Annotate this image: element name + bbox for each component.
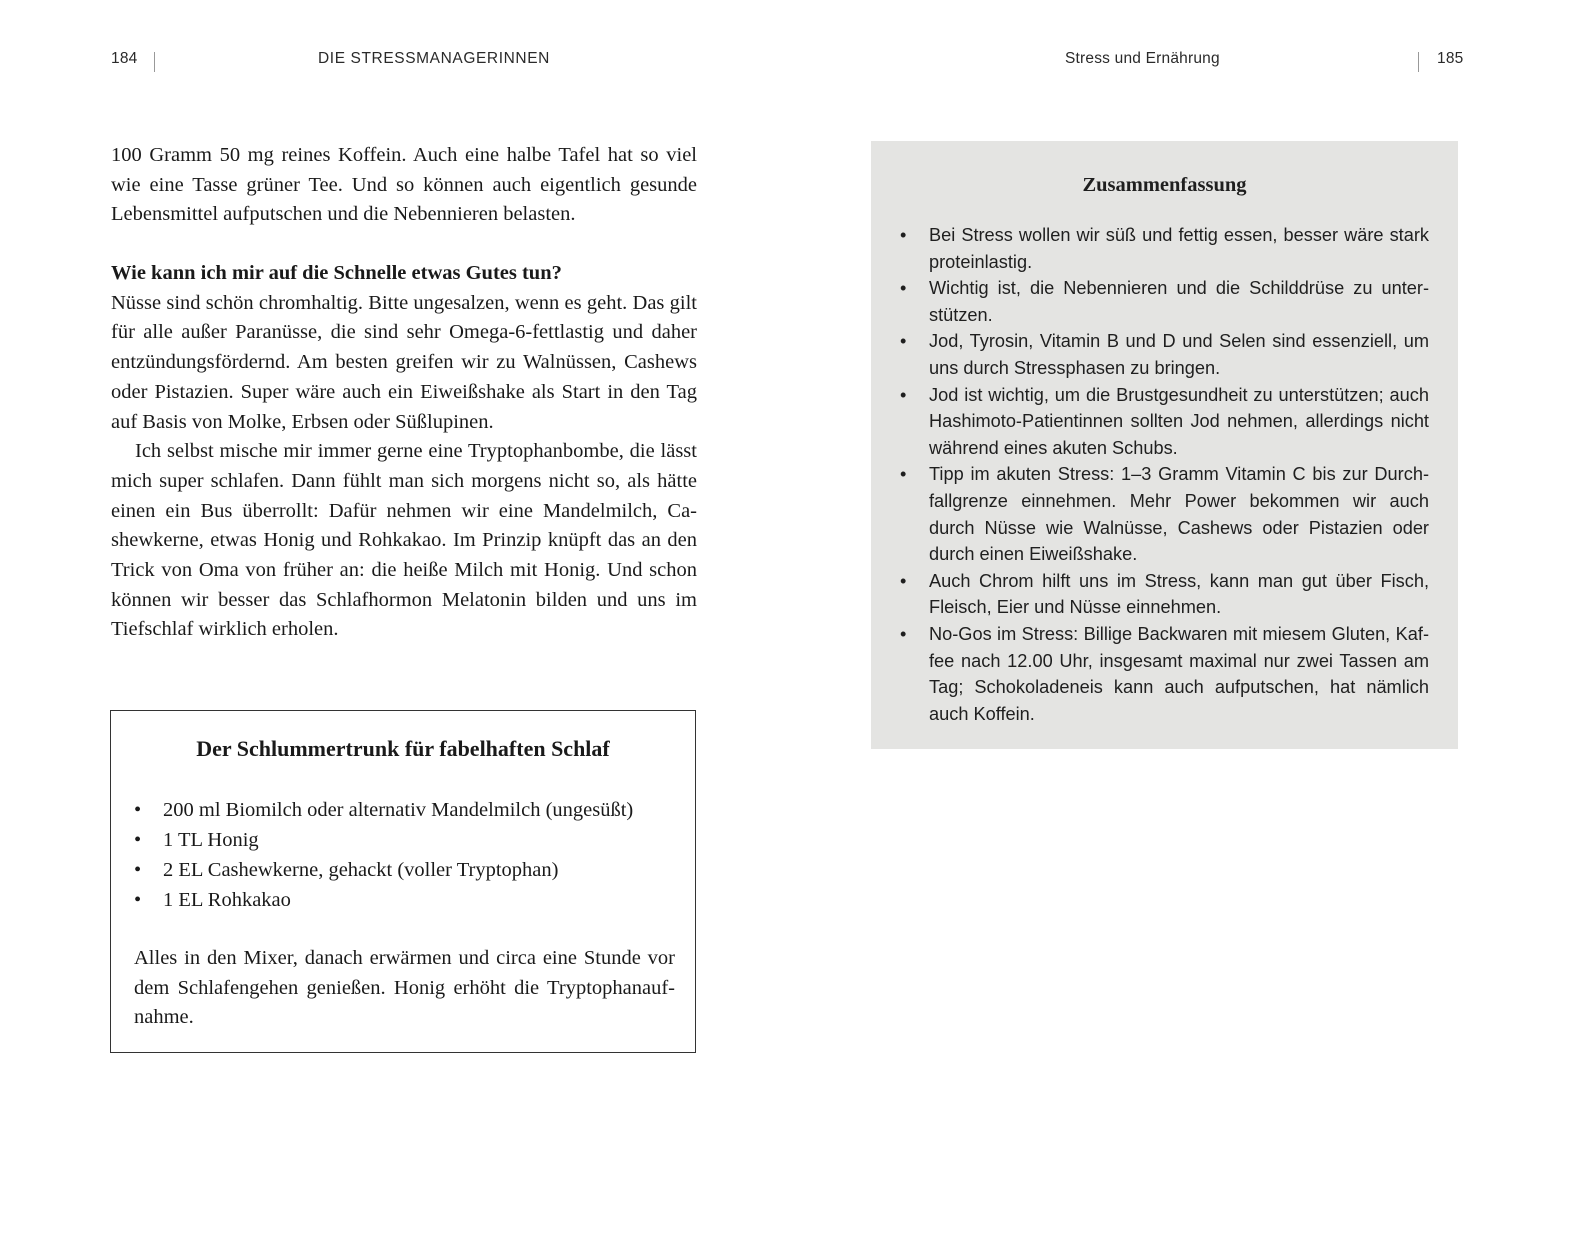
bullet-icon: • bbox=[134, 829, 142, 851]
paragraph-tryptophan: Ich selbst mische mir immer gerne eine Tryptophanbombe, die lässt mich super schlafen. Dann fühlt man sich morgens nicht so, als hätte einen ein Bus überrollt: Dafür nehmen wir eine Mandelmilch, Cashewkerne, etwas Honig und Rohkakao. Im Prinzip knüpft das an den Trick von Oma von früher an: die heiße Milch mit Honig. Und schon können wir besser das Schlafhormon Melatonin bilden und uns im Tiefschlaf wirklich erholen. bbox=[111, 440, 697, 641]
summary-item-text: Tipp im akuten Stress: 1–3 Gramm Vitamin C bis zur Durchfallgrenze einnehmen. Mehr Power bekommen wir auch durch Nüsse wie Walnüsse, Cashews oder Pistazien oder durch einen Eiweißshake. bbox=[929, 464, 1429, 565]
ingredient-text: 200 ml Biomilch oder alternativ Mandelmilch (ungesüßt) bbox=[163, 799, 634, 821]
body-text-left bbox=[111, 141, 697, 230]
section-heading: Wie kann ich mir auf die Schnelle etwas Gutes tun? bbox=[111, 262, 562, 284]
bullet-icon: • bbox=[900, 464, 907, 485]
summary-item bbox=[898, 568, 1429, 621]
paragraph-continued: 100 Gramm 50 mg reines Koffein. Auch eine halbe Tafel hat so viel wie eine Tasse grüner Tee. Und so können auch eigentlich gesunde Lebensmittel aufputschen und die Nebennieren belasten. bbox=[111, 144, 697, 226]
recipe-title: Der Schlummertrunk für fabelhaften Schlaf bbox=[196, 736, 610, 761]
ingredient-text: 1 TL Honig bbox=[163, 829, 259, 851]
page-number-left: 184 bbox=[111, 50, 138, 67]
ingredient-item bbox=[134, 825, 674, 855]
ingredient-item bbox=[134, 855, 674, 885]
summary-box bbox=[871, 141, 1458, 749]
running-title-right: Stress und Ernährung bbox=[1065, 50, 1220, 67]
summary-title: Zusammenfassung bbox=[1082, 174, 1247, 196]
section-quick-tips bbox=[111, 259, 697, 645]
summary-item-text: Auch Chrom hilft uns im Stress, kann man gut über Fisch, Fleisch, Eier und Nüsse einnehmen. bbox=[929, 570, 1429, 618]
summary-item bbox=[898, 328, 1429, 381]
summary-list bbox=[898, 222, 1429, 727]
bullet-icon: • bbox=[134, 889, 142, 911]
bullet-icon: • bbox=[900, 384, 907, 405]
bullet-icon: • bbox=[134, 799, 142, 821]
summary-item-text: Wichtig ist, die Nebennieren und die Schilddrüse zu unterstützen. bbox=[929, 278, 1429, 325]
page-number-right: 185 bbox=[1437, 50, 1464, 67]
summary-item-text: Jod ist wichtig, um die Brustgesundheit zu unterstützen; auch Hashimoto-Patientinnen sollten Jod nehmen, allerdings nicht während eines akuten Schubs. bbox=[929, 384, 1429, 458]
ingredient-item bbox=[134, 885, 674, 915]
right-page bbox=[797, 0, 1594, 1240]
paragraph-nuts: Nüsse sind schön chromhaltig. Bitte ungesalzen, wenn es geht. Das gilt für alle außer Paranüsse, die sind sehr Omega-6-fettlastig und daher entzündungsfördernd. Am besten greifen wir zu Walnüssen, Cashews oder Pistazien. Super wäre auch ein Eiweißshake als Start in den Tag auf Basis von Molke, Erbsen oder Süßlupinen. bbox=[111, 291, 697, 433]
running-title-left: DIE STRESSMANAGERINNEN bbox=[318, 50, 550, 67]
summary-item bbox=[898, 621, 1429, 727]
ingredient-text: 1 EL Rohkakao bbox=[163, 889, 291, 911]
summary-item bbox=[898, 222, 1429, 275]
summary-item bbox=[898, 382, 1429, 462]
recipe-instructions: Alles in den Mixer, danach erwärmen und circa eine Stunde vor dem Schlafengehen genießen. Honig erhöht die Tryptophanaufnahme. bbox=[134, 947, 675, 1029]
ingredient-list bbox=[134, 795, 674, 915]
bullet-icon: • bbox=[900, 623, 907, 644]
ingredient-text: 2 EL Cashewkerne, gehackt (voller Tryptophan) bbox=[163, 859, 559, 881]
summary-item-text: No-Gos im Stress: Billige Backwaren mit miesem Gluten, Kaffee nach 12.00 Uhr, insgesamt maximal nur zwei Tassen am Tag; Schokoladeneis kann auch aufputschen, hat nämlich auch Koffein. bbox=[929, 623, 1429, 724]
bullet-icon: • bbox=[900, 331, 907, 352]
bullet-icon: • bbox=[900, 278, 907, 299]
summary-item-text: Bei Stress wollen wir süß und fettig essen, besser wäre stark proteinlastig. bbox=[929, 225, 1429, 272]
header-divider-left bbox=[154, 52, 155, 72]
recipe-box bbox=[110, 710, 696, 1053]
bullet-icon: • bbox=[900, 225, 907, 245]
summary-item bbox=[898, 275, 1429, 328]
summary-item-text: Jod, Tyrosin, Vitamin B und D und Selen sind essenziell, um uns durch Stressphasen zu bringen. bbox=[929, 331, 1429, 378]
bullet-icon: • bbox=[900, 570, 907, 591]
ingredient-item bbox=[134, 795, 674, 825]
bullet-icon: • bbox=[134, 859, 142, 881]
summary-item bbox=[898, 461, 1429, 567]
header-divider-right bbox=[1418, 52, 1419, 72]
